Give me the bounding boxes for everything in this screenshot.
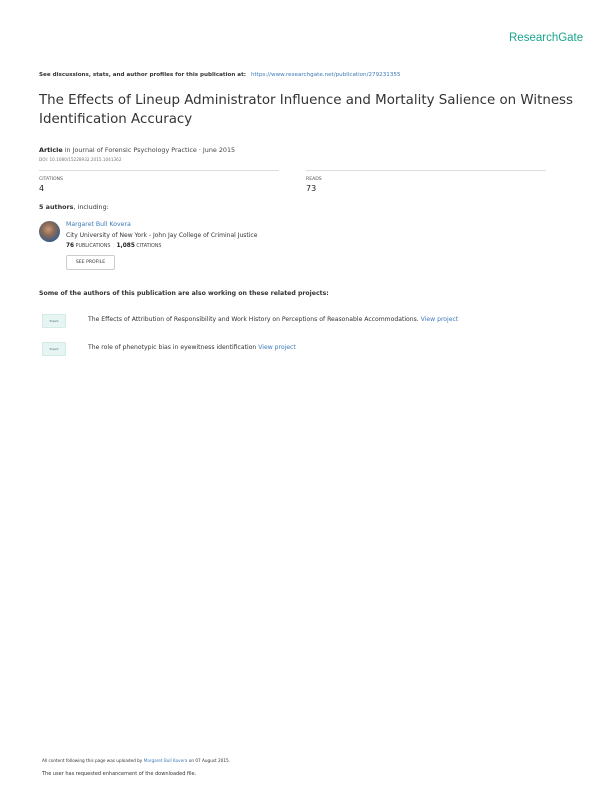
see-profile-button[interactable]: SEE PROFILE — [66, 255, 115, 270]
author-affiliation: City University of New York - John Jay College of Criminal Justice — [66, 232, 258, 239]
author-citations-label: CITATIONS — [136, 244, 162, 249]
discussions-line — [39, 72, 401, 78]
doi: DOI: 10.1080/15228932.2015.1041362 — [39, 157, 122, 162]
citations-value: 4 — [39, 184, 45, 193]
reads-label: READS — [306, 177, 322, 182]
authors-count — [39, 203, 109, 211]
journal-info: Journal of Forensic Psychology Practice · June 2015 — [72, 146, 236, 154]
author-stats — [66, 243, 161, 249]
publication-url-link[interactable]: https://www.researchgate.net/publication/279231355 — [250, 72, 401, 78]
project-item — [88, 344, 296, 351]
researchgate-logo[interactable]: ResearchGate — [509, 32, 584, 44]
divider-citations — [39, 170, 279, 171]
discussions-text: See discussions, stats, and author profiles for this publication at: — [39, 72, 246, 78]
upload-note — [42, 758, 230, 763]
related-projects-heading: Some of the authors of this publication are also working on these related projects: — [39, 290, 329, 297]
view-project-link[interactable]: View project — [420, 316, 459, 323]
author-publications-count: 76 — [66, 243, 75, 249]
publication-type: Article — [39, 146, 63, 154]
authors-count-rest: , including: — [73, 203, 109, 211]
author-avatar[interactable] — [39, 221, 60, 242]
author-citations-count: 1,085 — [116, 243, 135, 249]
enhancement-note: The user has requested enhancement of the downloaded file. — [42, 771, 197, 777]
uploader-link[interactable]: Margaret Bull Kovera — [143, 758, 188, 763]
citations-label: CITATIONS — [39, 177, 63, 182]
project-item — [88, 316, 458, 323]
project-thumbnail[interactable]: Project — [42, 342, 66, 356]
project-thumbnail[interactable]: Project — [42, 314, 66, 328]
view-project-link[interactable]: View project — [258, 344, 296, 351]
meta-in: in — [64, 146, 71, 154]
publication-title: The Effects of Lineup Administrator Influence and Mortality Salience on Witness Identification Accuracy — [39, 93, 574, 127]
publication-meta — [39, 146, 235, 154]
reads-value: 73 — [306, 184, 317, 193]
divider-reads — [306, 170, 546, 171]
project-title: The Effects of Attribution of Responsibility and Work History on Perceptions of Reasonable Accommodations. — [88, 316, 419, 323]
authors-count-bold: 5 authors — [39, 203, 74, 211]
upload-note-prefix: All content following this page was uploaded by — [42, 758, 143, 763]
project-title: The role of phenotypic bias in eyewitness identification — [88, 344, 257, 351]
upload-note-suffix: on 07 August 2015. — [188, 758, 231, 763]
author-name-link[interactable]: Margaret Bull Kovera — [66, 221, 131, 228]
author-publications-label: PUBLICATIONS — [75, 244, 111, 249]
